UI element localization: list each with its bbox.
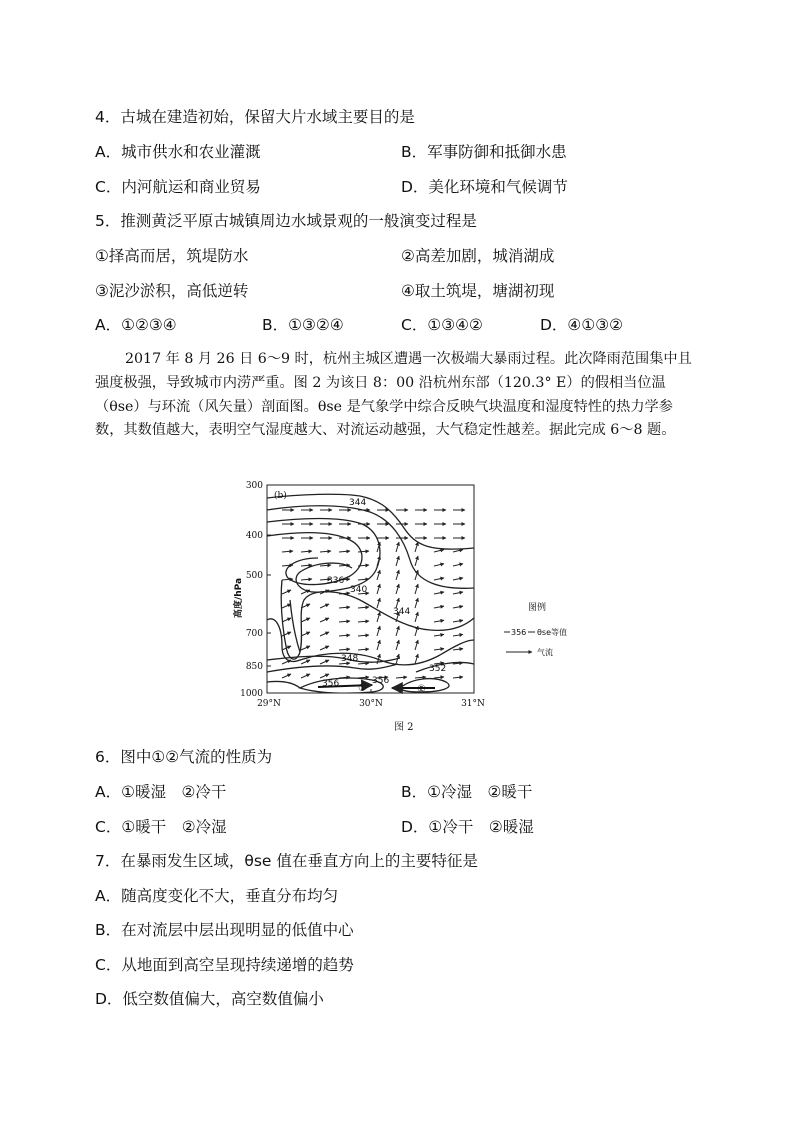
q6-stem: 6．图中①②气流的性质为 <box>95 748 273 766</box>
panel-label: (b) <box>274 491 287 501</box>
contour-label: 344 <box>349 498 367 508</box>
legend-contour-text: θse等值 <box>537 628 567 637</box>
x-tick-label: 30°N <box>359 699 383 709</box>
legend-flow-label: 气流 <box>537 648 553 657</box>
passage-text: 2017 年 8 月 26 日 6～9 时，杭州主城区遭遇一次极端大暴雨过程。此次降雨范围集中且强度极强，导致城市内涝严重。图 2 为该日 8：00 沿杭州东部（120.3° E）的假相当位温（θse）与环流（风矢量）剖面图。θse 是气象学中综合反映气块温度和湿度特性的热力学参数，其数值越大，表明空气湿度越大、对流运动越强，大气稳定性越差。据此完成 6～8 题。 <box>95 351 692 439</box>
x-tick-label: 31°N <box>461 699 485 709</box>
q7-option-c: C．从地面到高空呈现持续递增的趋势 <box>95 956 354 974</box>
q5-statement-4: ④取土筑堤，塘湖初现 <box>401 282 555 300</box>
q4-option-d: D．美化环境和气候调节 <box>401 178 568 196</box>
q5-statement-3: ③泥沙淤积，高低逆转 <box>95 282 249 300</box>
q5-option-d: D．④①③② <box>540 316 624 334</box>
y-tick-label: 1000 <box>240 689 263 699</box>
contour-label: 356 <box>322 679 340 689</box>
q6-option-b: B．①冷湿 ②暖干 <box>401 783 533 801</box>
q4-option-c: C．内河航运和商业贸易 <box>95 178 261 196</box>
q7-option-b: B．在对流层中层出现明显的低值中心 <box>95 921 354 939</box>
y-axis <box>240 481 271 699</box>
q6-option-d: D．①冷干 ②暖湿 <box>401 818 534 836</box>
q5-option-c: C．①③④② <box>401 316 483 334</box>
y-tick-label: 400 <box>245 531 263 541</box>
marker-1: ① <box>358 683 367 694</box>
figure-caption: 图 2 <box>394 722 414 733</box>
q5-statement-1: ①择高而居，筑堤防水 <box>95 247 249 265</box>
q7-option-a: A．随高度变化不大，垂直分布均匀 <box>95 887 339 905</box>
q4-option-b: B．军事防御和抵御水患 <box>401 143 567 161</box>
q7-option-d: D．低空数值偏大，高空数值偏小 <box>95 990 324 1008</box>
q6-option-c: C．①暖干 ②冷湿 <box>95 818 227 836</box>
contour-label: 336 <box>327 576 345 586</box>
q5-stem: 5．推测黄泛平原古城镇周边水域景观的一般演变过程是 <box>95 212 477 230</box>
q5-option-b: B．①③②④ <box>262 316 344 334</box>
x-tick-label: 29°N <box>257 699 281 709</box>
q5-statement-2: ②高差加剧，城消湖成 <box>401 247 555 265</box>
q4-option-a: A．城市供水和农业灌溉 <box>95 143 261 161</box>
contour-label: 344 <box>393 607 411 617</box>
y-tick-label: 300 <box>245 481 263 491</box>
contour-label: 348 <box>341 654 359 664</box>
marker-2: ② <box>417 684 426 695</box>
contour-label: 356 <box>372 676 390 686</box>
y-axis-label: 高度/hPa <box>234 577 244 619</box>
q4-stem: 4．古城在建造初始，保留大片水域主要目的是 <box>95 108 415 126</box>
q6-option-a: A．①暖湿 ②冷干 <box>95 783 227 801</box>
q7-stem: 7．在暴雨发生区域，θse 值在垂直方向上的主要特征是 <box>95 852 478 870</box>
contour-label: 352 <box>429 664 447 674</box>
figure-theta-se-cross-section <box>228 478 588 740</box>
legend-title: 图例 <box>528 603 547 613</box>
contour-label: 340 <box>350 585 368 595</box>
q5-option-a: A．①②③④ <box>95 316 177 334</box>
figure-legend <box>504 601 567 657</box>
y-tick-label: 500 <box>245 571 263 581</box>
legend-contour-value: 356 <box>511 628 527 637</box>
passage <box>95 348 699 443</box>
y-tick-label: 700 <box>245 629 263 639</box>
y-tick-label: 850 <box>245 662 263 672</box>
